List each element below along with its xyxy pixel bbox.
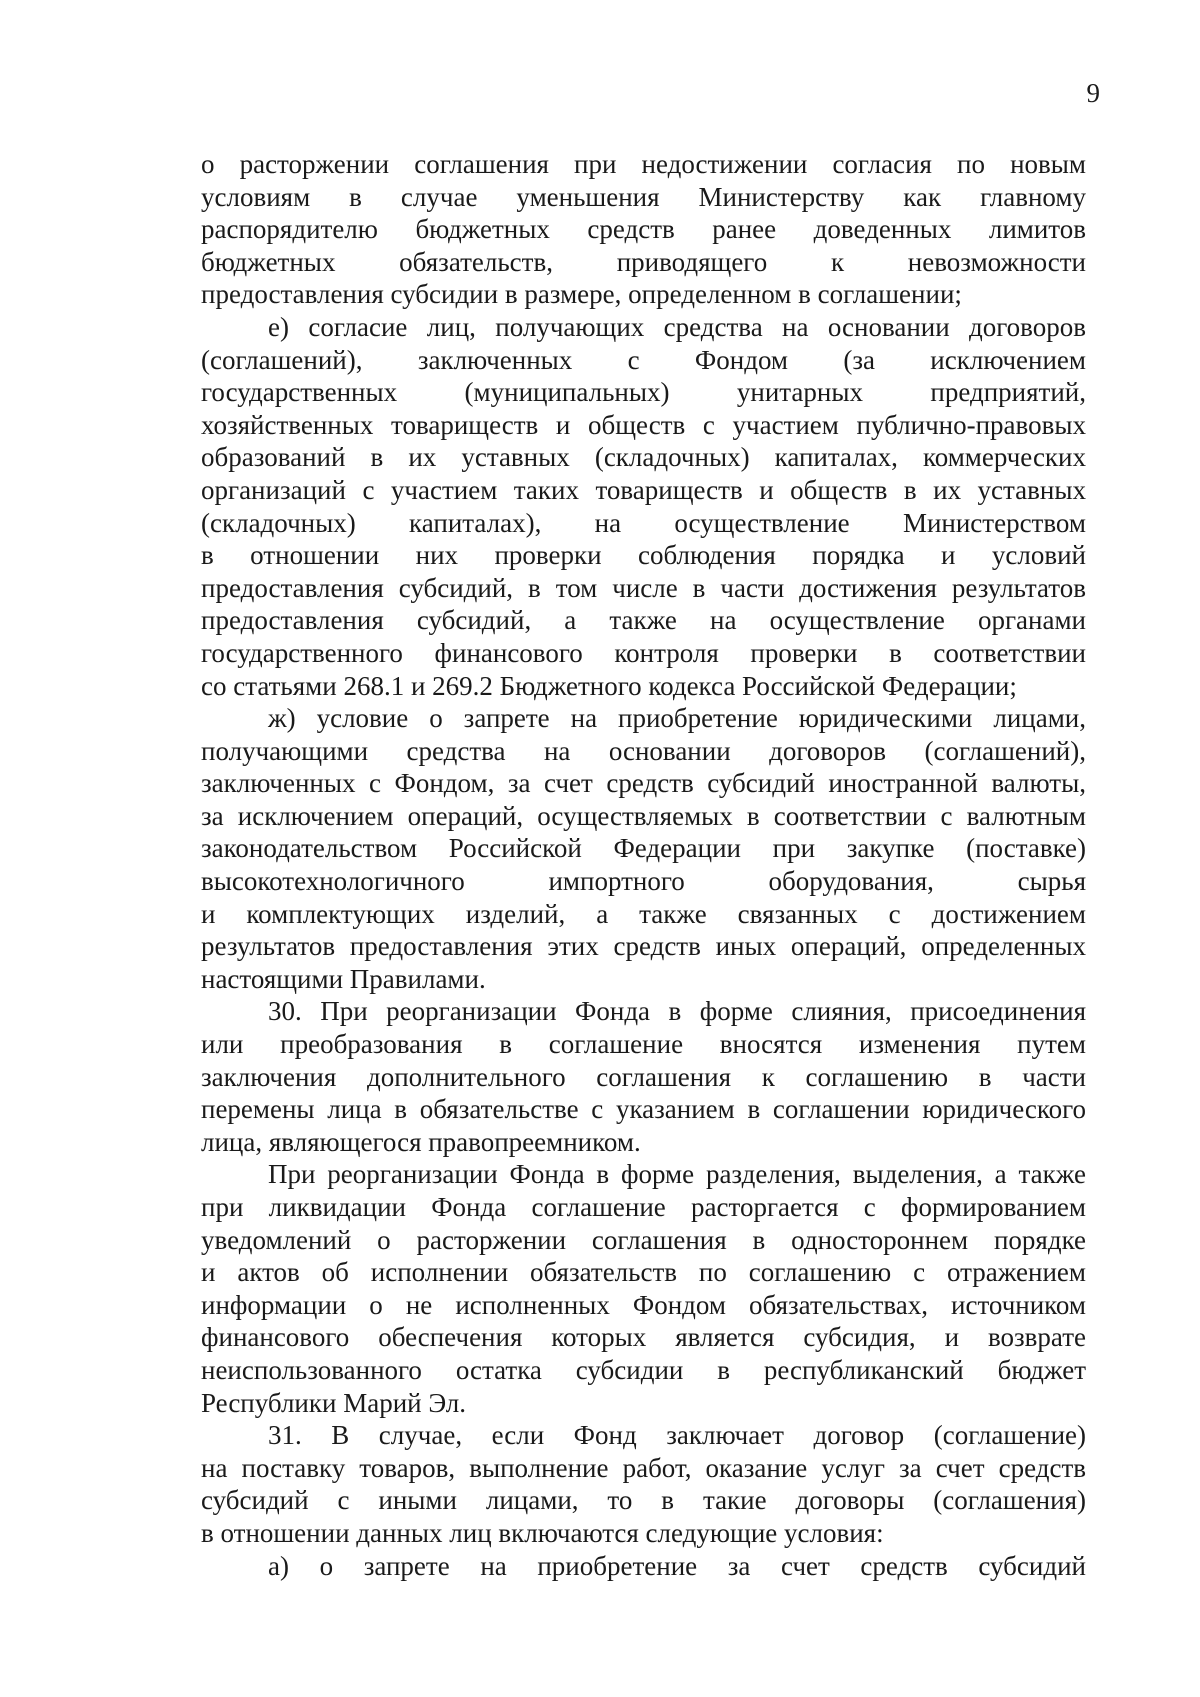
text-line: а) о запрете на приобретение за счет средств субсидий [268,1550,1086,1581]
text-line: При реорганизации Фонда в форме разделения, выделения, а также [268,1159,1086,1190]
text-line: государственных (муниципальных) унитарных предприятий, [201,377,1086,408]
text-line: на поставку товаров, выполнение работ, оказание услуг за счет средств [201,1452,1086,1483]
text-line: и актов об исполнении обязательств по соглашению с отражением [201,1257,1086,1288]
text-line: (складочных) капиталах), на осуществление Министерством [201,507,1086,538]
text-line: высокотехнологичного импортного оборудования, сырья [201,866,1086,897]
text-line: предоставления субсидии в размере, определенном в соглашении; [201,279,962,310]
text-line: финансового обеспечения которых является субсидия, и возврате [201,1322,1086,1353]
text-line: уведомлений о расторжении соглашения в одностороннем порядке [201,1224,1086,1255]
text-line: е) согласие лиц, получающих средства на основании договоров [268,311,1086,342]
text-line: о расторжении соглашения при недостижении согласия по новым [201,149,1086,179]
text-line: организаций с участием таких товариществ и обществ в их уставных [201,474,1086,505]
text-line: условиям в случае уменьшения Министерству как главному [201,181,1086,212]
text-line: бюджетных обязательств, приводящего к невозможности [201,246,1086,277]
text-line: ж) условие о запрете на приобретение юридическими лицами, [268,703,1086,734]
text-line: лица, являющегося правопреемником. [201,1126,641,1157]
text-line: Республики Марий Эл. [201,1387,467,1418]
text-line: за исключением операций, осуществляемых в соответствии с валютным [201,800,1086,831]
text-line: предоставления субсидий, в том числе в части достижения результатов [201,572,1086,603]
text-line: перемены лица в обязательстве с указанием в соглашении юридического [201,1094,1086,1125]
text-line: заключенных с Фондом, за счет средств субсидий иностранной валюты, [201,768,1086,799]
text-line: и комплектующих изделий, а также связанных с достижением [201,898,1086,929]
text-line: хозяйственных товариществ и обществ с участием публично-правовых [201,409,1086,440]
text-line: в отношении них проверки соблюдения порядка и условий [201,540,1086,571]
text-line: государственного финансового контроля проверки в соответствии [201,637,1086,668]
text-line: 30. При реорганизации Фонда в форме слияния, присоединения [268,996,1086,1027]
text-line: информации о не исполненных Фондом обязательствах, источником [201,1289,1086,1320]
text-line: распорядителю бюджетных средств ранее доведенных лимитов [201,214,1086,245]
text-line: заключения дополнительного соглашения к соглашению в части [201,1061,1086,1092]
text-line: предоставления субсидий, а также на осуществление органами [201,605,1086,636]
text-line: настоящими Правилами. [201,963,486,994]
text-line: 31. В случае, если Фонд заключает договор (соглашение) [268,1420,1086,1451]
text-line: получающими средства на основании договоров (соглашений), [201,735,1086,766]
text-line: неиспользованного остатка субсидии в республиканский бюджет [201,1354,1086,1385]
text-line: субсидий с иными лицами, то в такие договоры (соглашения) [201,1485,1086,1516]
body-text [201,148,1086,1582]
text-line: при ликвидации Фонда соглашение расторгается с формированием [201,1192,1086,1222]
page-number: 9 [1086,78,1100,108]
text-line: законодательством Российской Федерации при закупке (поставке) [201,833,1086,864]
text-line: или преобразования в соглашение вносятся изменения путем [201,1029,1086,1060]
text-line: со статьями 268.1 и 269.2 Бюджетного кодекса Российской Федерации; [201,670,1017,701]
text-line: образований в их уставных (складочных) капиталах, коммерческих [201,442,1086,473]
text-line: в отношении данных лиц включаются следующие условия: [201,1517,884,1548]
text-line: результатов предоставления этих средств иных операций, определенных [201,931,1086,962]
text-line: (соглашений), заключенных с Фондом (за исключением [201,344,1086,375]
